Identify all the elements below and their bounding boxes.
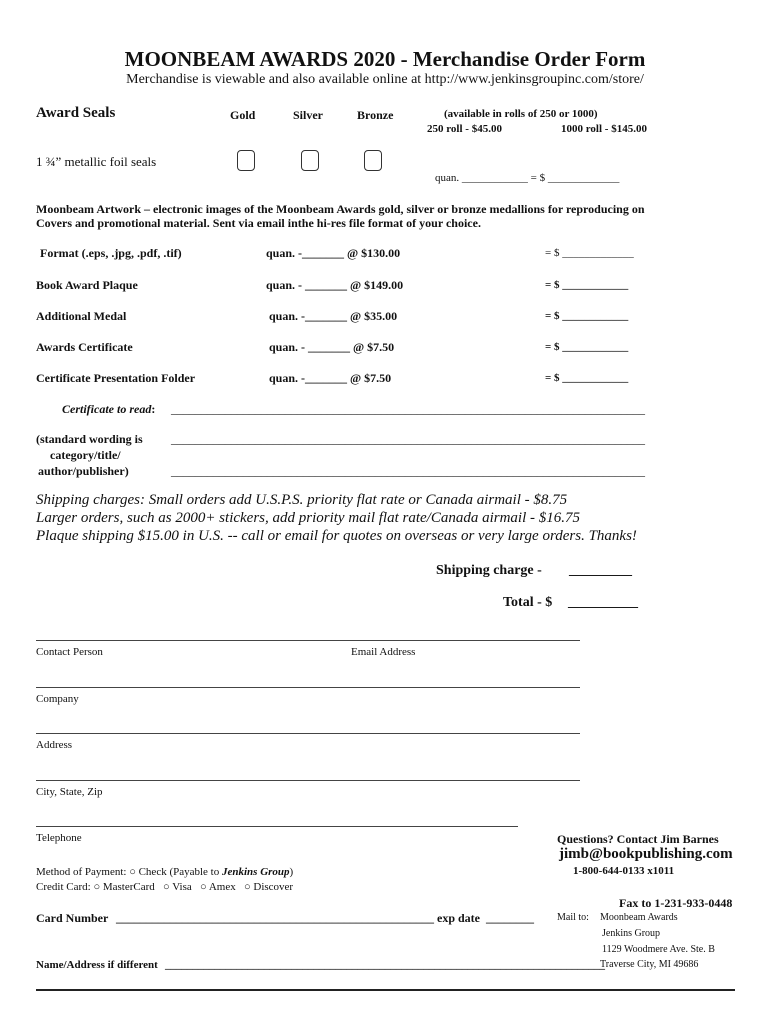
- contact-email[interactable]: jimb@bookpublishing.com: [559, 846, 733, 862]
- item-plaque-label: Book Award Plaque: [36, 278, 138, 292]
- item-certificate-quantity[interactable]: quan. - _______ @ $7.50: [269, 340, 395, 354]
- page-title: MOONBEAM AWARDS 2020 - Merchandise Order Form: [124, 47, 646, 71]
- address-line[interactable]: [36, 733, 580, 734]
- seals-quantity-field[interactable]: quan. ____________ = $ _____________: [435, 172, 620, 184]
- item-medal-label: Additional Medal: [36, 309, 127, 323]
- exp-date-label: exp date: [437, 911, 480, 925]
- address-label: Address: [36, 739, 73, 751]
- telephone-line[interactable]: [36, 826, 518, 827]
- silver-label: Silver: [293, 108, 323, 122]
- name-address-field[interactable]: ________________________________________________________________________________: [165, 959, 605, 971]
- name-address-label: Name/Address if different: [36, 959, 158, 971]
- city-state-zip-label: City, State, Zip: [36, 786, 103, 798]
- item-format-label: Format (.eps, .jpg, .pdf, .tif): [40, 246, 182, 260]
- item-certificate-total[interactable]: = $ ____________: [545, 341, 629, 353]
- certificate-read-colon: :: [151, 402, 156, 416]
- shipping-note-2: Larger orders, such as 2000+ stickers, add priority mail flat rate/Canada airmail - $16.75: [36, 510, 581, 526]
- gold-label: Gold: [230, 108, 256, 122]
- item-plaque-total[interactable]: = $ ____________: [545, 279, 629, 291]
- foil-seals-label: 1 ¾” metallic foil seals: [36, 154, 157, 169]
- amex-radio-icon[interactable]: ○: [200, 881, 207, 893]
- contact-person-label: Contact Person: [36, 646, 103, 658]
- total-field[interactable]: __________: [568, 595, 638, 610]
- certificate-read-label: [62, 402, 155, 417]
- certificate-wording-field-b[interactable]: _______________________________________________________________________________: [171, 464, 645, 478]
- payment-method-row: [36, 866, 293, 878]
- payment-method-label: Method of Payment:: [36, 866, 130, 878]
- mail-address-line1: Moonbeam Awards: [600, 912, 678, 923]
- page-subtitle: Merchandise is viewable and also available online at http://www.jenkinsgroupinc.com/store/: [126, 72, 644, 87]
- item-folder-total[interactable]: = $ ____________: [545, 372, 629, 384]
- check-close: ): [289, 866, 294, 878]
- certificate-read-text: Certificate to read: [62, 402, 152, 416]
- check-radio-icon[interactable]: ○: [129, 866, 136, 878]
- mastercard-radio-icon[interactable]: ○: [93, 881, 101, 893]
- card-number-label: Card Number: [36, 911, 109, 925]
- discover-radio-icon[interactable]: ○: [243, 881, 251, 893]
- bottom-divider: [36, 989, 735, 991]
- price-1000-roll: 1000 roll - $145.00: [561, 123, 647, 135]
- mail-address-line3: 1129 Woodmere Ave. Ste. B: [602, 944, 715, 955]
- mastercard-label: MasterCard: [102, 881, 155, 893]
- standard-wording-note-3: author/publisher): [38, 464, 129, 478]
- bronze-label: Bronze: [357, 108, 394, 122]
- item-folder-quantity[interactable]: quan. -_______ @ $7.50: [269, 371, 392, 385]
- card-number-field[interactable]: _____________________________________________________: [116, 911, 434, 925]
- company-line[interactable]: [36, 687, 580, 688]
- standard-wording-note-1: (standard wording is: [36, 432, 143, 446]
- shipping-note-1: Shipping charges: Small orders add U.S.P.S. priority flat rate or Canada airmail - $8.75: [36, 492, 568, 508]
- item-format-total[interactable]: = $ _____________: [545, 247, 634, 259]
- gold-checkbox[interactable]: [237, 150, 255, 171]
- amex-label: Amex: [208, 881, 236, 893]
- telephone-label: Telephone: [36, 832, 82, 844]
- mail-to-label: Mail to:: [557, 912, 589, 923]
- visa-label: Visa: [172, 881, 192, 893]
- rolls-note: (available in rolls of 250 or 1000): [444, 108, 598, 120]
- shipping-charge-label: Shipping charge -: [436, 563, 542, 578]
- total-label: Total - $: [503, 595, 553, 610]
- questions-contact: Questions? Contact Jim Barnes: [557, 832, 719, 846]
- visa-radio-icon[interactable]: ○: [163, 881, 170, 893]
- mail-address-line2: Jenkins Group: [602, 928, 661, 939]
- certificate-wording-field-a[interactable]: _______________________________________________________________________________: [171, 432, 645, 446]
- artwork-description-line1: Moonbeam Artwork – electronic images of the Moonbeam Awards gold, silver or bronze medallions for reproducing on: [36, 202, 645, 216]
- discover-label: Discover: [253, 881, 294, 893]
- mail-address-line4: Traverse City, MI 49686: [600, 959, 699, 970]
- contact-phone: 1-800-644-0133 x1011: [573, 865, 675, 877]
- item-certificate-label: Awards Certificate: [36, 340, 133, 354]
- silver-checkbox[interactable]: [301, 150, 319, 171]
- shipping-note-3: Plaque shipping $15.00 in U.S. -- call or email for quotes on overseas or very large orders. Thanks!: [36, 528, 637, 544]
- certificate-read-field[interactable]: _______________________________________________________________________________: [171, 402, 645, 416]
- check-payee: Jenkins Group: [222, 866, 290, 878]
- contact-email-line[interactable]: [36, 640, 580, 641]
- award-seals-heading: Award Seals: [36, 105, 116, 121]
- company-label: Company: [36, 693, 79, 705]
- item-folder-label: Certificate Presentation Folder: [36, 371, 196, 385]
- city-state-zip-line[interactable]: [36, 780, 580, 781]
- item-medal-total[interactable]: = $ ____________: [545, 310, 629, 322]
- credit-card-label: Credit Card:: [36, 881, 94, 893]
- item-medal-quantity[interactable]: quan. -_______ @ $35.00: [269, 309, 398, 323]
- check-option-label: Check (Payable to: [138, 866, 222, 878]
- credit-card-row: [36, 881, 293, 893]
- price-250-roll: 250 roll - $45.00: [427, 123, 502, 135]
- artwork-description-line2: Covers and promotional material. Sent via email inthe hi-res file format of your choice.: [36, 216, 481, 230]
- bronze-checkbox[interactable]: [364, 150, 382, 171]
- exp-date-field[interactable]: ________: [486, 911, 534, 925]
- fax-number: Fax to 1-231-933-0448: [619, 896, 733, 910]
- shipping-charge-field[interactable]: _________: [569, 563, 632, 578]
- item-plaque-quantity[interactable]: quan. - _______ @ $149.00: [266, 278, 404, 292]
- standard-wording-note-2: category/title/: [50, 448, 121, 462]
- item-format-quantity[interactable]: quan. -_______ @ $130.00: [266, 246, 401, 260]
- email-address-label: Email Address: [351, 646, 416, 658]
